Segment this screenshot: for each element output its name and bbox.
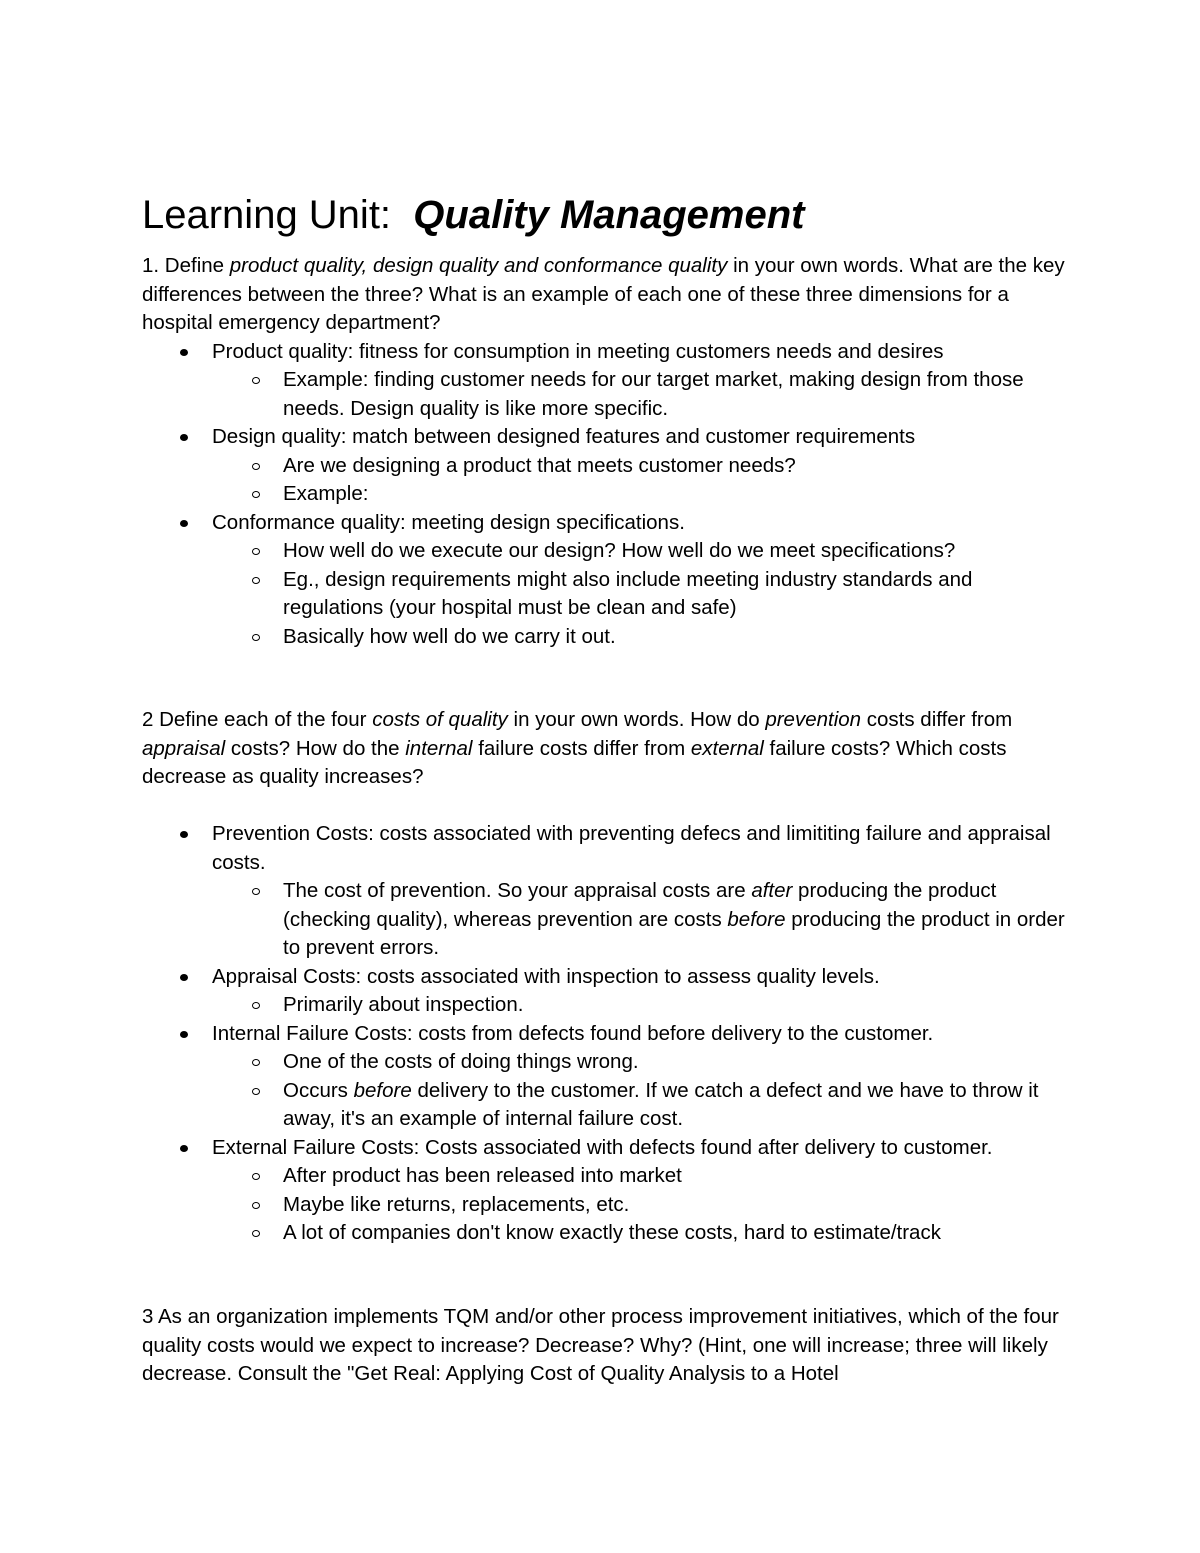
question-2 (142, 706, 1072, 1248)
list-item: Conformance quality: meeting design specifications. (142, 509, 1072, 538)
list-item: Prevention Costs: costs associated with preventing defecs and limititing failure and appraisal costs. (142, 820, 1072, 877)
text-run-italic: after (751, 879, 793, 902)
sub-list-item: Eg., design requirements might also include meeting industry standards and regulations (your hospital must be clean and safe) (142, 566, 1072, 623)
text-run: in your own words. How do (507, 708, 766, 731)
list-item: Internal Failure Costs: costs from defects found before delivery to the customer. (142, 1020, 1072, 1049)
sub-list-item: Are we designing a product that meets customer needs? (142, 452, 1072, 481)
text-run-italic: internal (405, 736, 473, 760)
spacer (142, 792, 1072, 821)
text-run-italic: appraisal (142, 736, 226, 760)
text-run-italic: before (727, 907, 786, 931)
sub-list-item (142, 1077, 1072, 1134)
text-run: 1. Define (142, 254, 230, 277)
list-item: External Failure Costs: Costs associated with defects found after delivery to customer. (142, 1134, 1072, 1163)
sub-list-item: Primarily about inspection. (142, 991, 1072, 1020)
question-3 (142, 1303, 1072, 1389)
question-1 (142, 252, 1072, 651)
text-run-italic: costs of quality (372, 708, 508, 731)
page-title (142, 188, 804, 242)
list-item: Design quality: match between designed features and customer requirements (142, 423, 1072, 452)
text-run: producing the product in order to prevent errors. (283, 907, 1065, 959)
question-1-answer-list (142, 338, 1072, 652)
text-run: producing the product (checking quality), whereas prevention are costs (283, 879, 997, 931)
text-run: costs differ from (861, 708, 1013, 731)
sub-list-item: How well do we execute our design? How well do we meet specifications? (142, 537, 1072, 566)
sub-list-item: Example: finding customer needs for our target market, making design from those needs. Design quality is like more specific. (142, 366, 1072, 423)
question-2-text (142, 706, 1072, 792)
text-run: Occurs (283, 1078, 354, 1102)
text-run-italic: prevention (765, 708, 862, 731)
title-prefix: Learning Unit: (142, 193, 392, 237)
sub-list-item: Example: (142, 480, 1072, 509)
list-item: Appraisal Costs: costs associated with inspection to assess quality levels. (142, 963, 1072, 992)
text-run: costs? How do the (225, 736, 406, 760)
text-run: delivery to the customer. If we catch a defect and we have to throw it away, it's an example of internal failure cost. (283, 1078, 1039, 1130)
sub-list-item: Basically how well do we carry it out. (142, 623, 1072, 652)
sub-list-item: A lot of companies don't know exactly these costs, hard to estimate/track (142, 1219, 1072, 1248)
text-run-italic: external (690, 736, 764, 760)
text-run: in your own words. What are the key differences between the three? What is an example of each one of these three dimensions for a hospital emergency department? (142, 254, 1065, 334)
sub-list-item: After product has been released into market (142, 1162, 1072, 1191)
sub-list-item: One of the costs of doing things wrong. (142, 1048, 1072, 1077)
question-2-answer-list (142, 820, 1072, 1248)
text-run-italic: before (353, 1078, 412, 1102)
text-run: 2 Define each of the four (142, 708, 373, 731)
title-topic: Quality Management (413, 193, 805, 237)
text-run: failure costs? Which costs decrease as quality increases? (142, 736, 1007, 788)
text-run-italic: product quality, design quality and conformance quality (229, 254, 728, 277)
question-3-text: 3 As an organization implements TQM and/or other process improvement initiatives, which of the four quality costs would we expect to increase? Decrease? Why? (Hint, one will increase; three will likely decrease. Consult the "Get Real: Applying Cost of Quality Analysis to a Hotel (142, 1305, 1059, 1385)
sub-list-item: Maybe like returns, replacements, etc. (142, 1191, 1072, 1220)
list-item: Product quality: fitness for consumption in meeting customers needs and desires (142, 338, 1072, 367)
text-run: The cost of prevention. So your appraisal costs are (283, 879, 752, 902)
sub-list-item (142, 877, 1072, 963)
text-run: failure costs differ from (472, 736, 691, 760)
question-1-text (142, 252, 1072, 338)
